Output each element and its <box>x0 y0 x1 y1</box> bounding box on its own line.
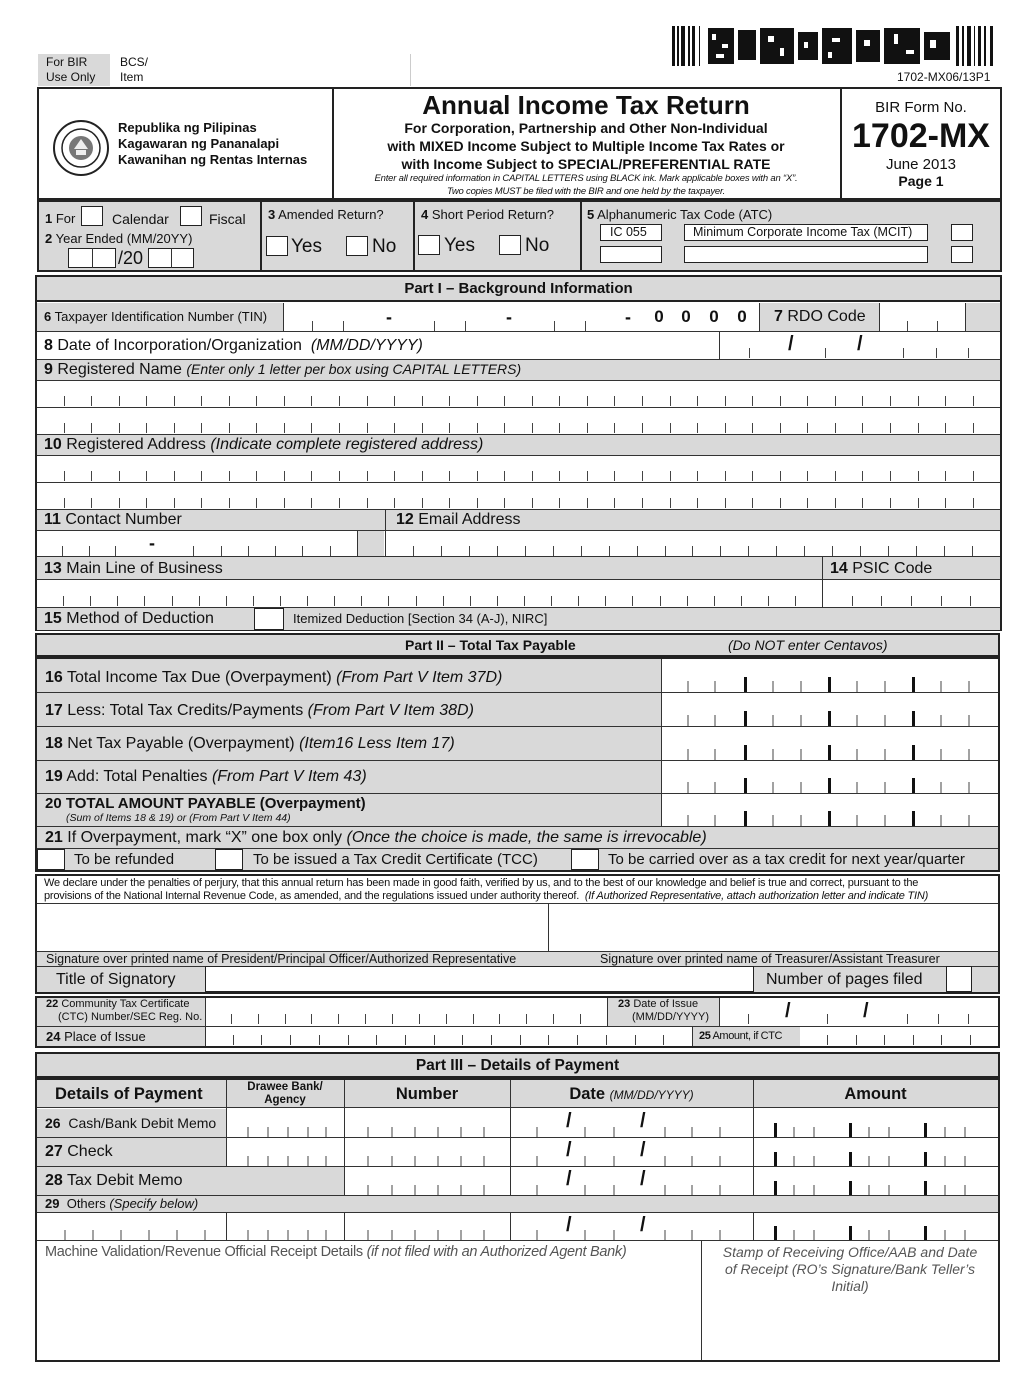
item15-label: 15 Method of Deduction <box>44 610 214 627</box>
bir-use-label-2: Use Only <box>46 70 96 84</box>
part2-title: Part II – Total Tax Payable <box>405 637 576 653</box>
tin-branch-digit: 0 <box>648 306 670 328</box>
title-signatory-input[interactable] <box>205 966 754 992</box>
date-slash: / <box>788 333 794 355</box>
item12-label: 12 Email Address <box>396 511 521 528</box>
atc-checkbox-1[interactable] <box>951 224 973 241</box>
bcs-label: BCS/ <box>120 55 149 69</box>
item23-label-2: (MM/DD/YYYY) <box>632 1011 709 1023</box>
stamp-label-3: Initial) <box>831 1278 869 1294</box>
item17-label: 17 Less: Total Tax Credits/Payments (From Part V Item 38D) <box>45 702 474 719</box>
short-period-yes-label: Yes <box>444 235 475 256</box>
part2-note: (Do NOT enter Centavos) <box>728 637 888 653</box>
tcc-checkbox[interactable] <box>215 849 243 870</box>
short-period-no-label: No <box>525 235 550 256</box>
title-signatory-label: Title of Signatory <box>56 971 176 988</box>
agency-name-2: Kagawaran ng Pananalapi <box>118 136 280 151</box>
amended-no-label: No <box>372 236 397 257</box>
pages-filed-input[interactable] <box>946 966 972 992</box>
atc-checkbox-2[interactable] <box>951 246 973 263</box>
form-number: 1702-MX <box>852 117 990 155</box>
amended-no-checkbox[interactable] <box>346 236 368 256</box>
president-signature-field[interactable] <box>37 904 548 951</box>
item19-label: 19 Add: Total Penalties (From Part V Item 43) <box>45 768 367 785</box>
date-slash: / <box>640 1139 646 1161</box>
calendar-label: Calendar <box>112 211 169 227</box>
bir-seal-icon <box>52 119 110 177</box>
tin-branch-digit: 0 <box>675 306 697 328</box>
page-number: Page 1 <box>898 173 944 189</box>
date-slash: / <box>640 1110 646 1132</box>
short-period-yes-checkbox[interactable] <box>418 235 440 255</box>
col-date-header: Date (MM/DD/YYYY) <box>569 1085 694 1103</box>
col-bank-header-1: Drawee Bank/ <box>247 1081 323 1093</box>
date-slash: / <box>566 1168 572 1190</box>
bir-use-label: For BIR <box>46 55 88 69</box>
date-slash: / <box>785 1000 791 1022</box>
item3-label: 3 Amended Return? <box>268 207 384 222</box>
date-slash: / <box>863 1000 869 1022</box>
item27-label: 27 Check <box>45 1143 113 1160</box>
declaration-text-2: provisions of the National Internal Revenue Code, as amended, and the regulations issued under authority thereof. (If Authorized Representative, attach authorization letter and indicate TIN) <box>44 890 929 902</box>
item8-label: 8 Date of Incorporation/Organization (MM/DD/YYYY) <box>44 337 423 354</box>
amended-yes-label: Yes <box>291 236 322 257</box>
date-slash: / <box>566 1214 572 1236</box>
barcode-icon <box>672 26 998 66</box>
item4-label: 4 Short Period Return? <box>421 207 554 222</box>
pages-filed-label: Number of pages filed <box>766 971 923 988</box>
form-subtitle-3: with Income Subject to SPECIAL/PREFERENTIAL RATE <box>401 156 771 172</box>
short-period-no-checkbox[interactable] <box>499 235 521 255</box>
date-slash: / <box>640 1214 646 1236</box>
item29-label: 29 Others (Specify below) <box>45 1196 199 1211</box>
item26-label: 26 Cash/Bank Debit Memo <box>45 1115 217 1131</box>
tin-dash-2: - <box>506 307 512 327</box>
item2-label: 2 Year Ended (MM/20YY) <box>45 231 193 246</box>
form-no-label: BIR Form No. <box>875 99 967 116</box>
form-title: Annual Income Tax Return <box>422 90 750 120</box>
tin-branch-digit: 0 <box>731 306 753 328</box>
atc-desc-field-2[interactable] <box>684 246 928 263</box>
calendar-checkbox[interactable] <box>81 206 103 226</box>
fiscal-label: Fiscal <box>209 211 246 227</box>
itemized-deduction-label: Itemized Deduction [Section 34 (A-J), NIRC] <box>293 611 548 626</box>
item5-label: 5 Alphanumeric Tax Code (ATC) <box>587 207 773 222</box>
col-details-header: Details of Payment <box>55 1085 203 1103</box>
form-subtitle-2: with MIXED Income Subject to Multiple Income Tax Rates or <box>387 138 785 154</box>
date-slash: / <box>640 1168 646 1190</box>
atc-description: Minimum Corporate Income Tax (MCIT) <box>693 225 913 239</box>
declaration-text-1: We declare under the penalties of perjury, that this annual return has been made in good faith, verified by us, and to the best of our knowledge and belief is true and correct, pursuant to the <box>44 877 919 889</box>
item7-label: 7 RDO Code <box>774 308 866 325</box>
item1-label: 1 For <box>45 211 76 226</box>
tin-dash-1: - <box>386 307 392 327</box>
agency-name-1: Republika ng Pilipinas <box>118 120 257 135</box>
contact-dash: - <box>149 533 155 553</box>
item25-label: 25 Amount, if CTC <box>699 1030 783 1042</box>
atc-code: IC 055 <box>610 225 647 239</box>
form-instruction-1: Enter all required information in CAPITAL LETTERS using BLACK ink. Mark applicable boxes with an “X”. <box>374 173 798 184</box>
year-prefix: /20 <box>118 248 144 268</box>
treasurer-signature-field[interactable] <box>549 904 998 951</box>
item22-label-1: 22 Community Tax Certificate <box>46 998 190 1010</box>
item21-label: 21 If Overpayment, mark “X” one box only (Once the choice is made, the same is irrevocable) <box>45 829 707 846</box>
item23-label-1: 23 Date of Issue <box>618 998 699 1010</box>
item22-label-2: (CTC) Number/SEC Reg. No. <box>58 1011 203 1023</box>
item9-label: 9 Registered Name (Enter only 1 letter per box using CAPITAL LETTERS) <box>44 361 522 378</box>
carry-over-checkbox[interactable] <box>571 849 599 870</box>
item18-label: 18 Net Tax Payable (Overpayment) (Item16 Less Item 17) <box>45 735 455 752</box>
date-slash: / <box>857 333 863 355</box>
tin-branch-digit: 0 <box>703 306 725 328</box>
col-amount-header: Amount <box>844 1085 907 1103</box>
item11-label: 11 Contact Number <box>44 511 182 528</box>
fiscal-checkbox[interactable] <box>180 206 202 226</box>
stamp-label-1: Stamp of Receiving Office/AAB and Date <box>722 1244 978 1260</box>
stamp-label-2: of Receipt (RO’s Signature/Bank Teller’s <box>724 1261 976 1277</box>
refund-checkbox[interactable] <box>37 849 65 870</box>
amended-yes-checkbox[interactable] <box>266 236 288 256</box>
date-slash: / <box>566 1110 572 1132</box>
item10-label: 10 Registered Address (Indicate complete registered address) <box>44 436 484 453</box>
carry-over-label: To be carried over as a tax credit for next year/quarter <box>608 851 965 868</box>
form-date: June 2013 <box>885 156 957 173</box>
part3-title: Part III – Details of Payment <box>415 1057 620 1074</box>
agency-name-3: Kawanihan ng Rentas Internas <box>118 152 308 167</box>
form-instruction-2: Two copies MUST be filed with the BIR and one held by the taxpayer. <box>446 186 726 197</box>
form-code: 1702-MX06/13P1 <box>897 70 991 84</box>
item16-label: 16 Total Income Tax Due (Overpayment) (From Part V Item 37D) <box>45 669 503 686</box>
itemized-deduction-checkbox[interactable] <box>254 608 284 630</box>
atc-code-field-2[interactable] <box>600 246 662 263</box>
tcc-label: To be issued a Tax Credit Certificate (TCC) <box>253 851 538 868</box>
col-number-header: Number <box>395 1085 459 1103</box>
item20-label: 20 TOTAL AMOUNT PAYABLE (Overpayment) <box>45 795 366 812</box>
payment-tick-marks <box>37 1109 998 1240</box>
item6-label: 6 Taxpayer Identification Number (TIN) <box>44 309 268 324</box>
tin-dash-3: - <box>625 307 631 327</box>
item24-label: 24 Place of Issue <box>46 1029 146 1044</box>
item14-label: 14 PSIC Code <box>830 560 933 577</box>
amount-tick-marks <box>662 659 998 826</box>
bcs-label-2: Item <box>120 70 144 84</box>
item28-label: 28 Tax Debit Memo <box>45 1172 183 1189</box>
machine-validation-label: Machine Validation/Revenue Official Receipt Details (if not filed with an Authorized Agent Bank) <box>45 1244 627 1260</box>
item13-label: 13 Main Line of Business <box>44 560 223 577</box>
col-bank-header-2: Agency <box>264 1094 306 1106</box>
item20-hint: (Sum of Items 18 & 19) or (From Part V Item 44) <box>66 812 291 824</box>
president-signature-label: Signature over printed name of President/Principal Officer/Authorized Representative <box>46 952 517 966</box>
date-slash: / <box>566 1139 572 1161</box>
treasurer-signature-label: Signature over printed name of Treasurer/Assistant Treasurer <box>600 952 940 966</box>
part1-title: Part I – Background Information <box>404 280 633 297</box>
refund-label: To be refunded <box>74 851 175 868</box>
form-subtitle-1: For Corporation, Partnership and Other Non-Individual <box>404 120 768 136</box>
